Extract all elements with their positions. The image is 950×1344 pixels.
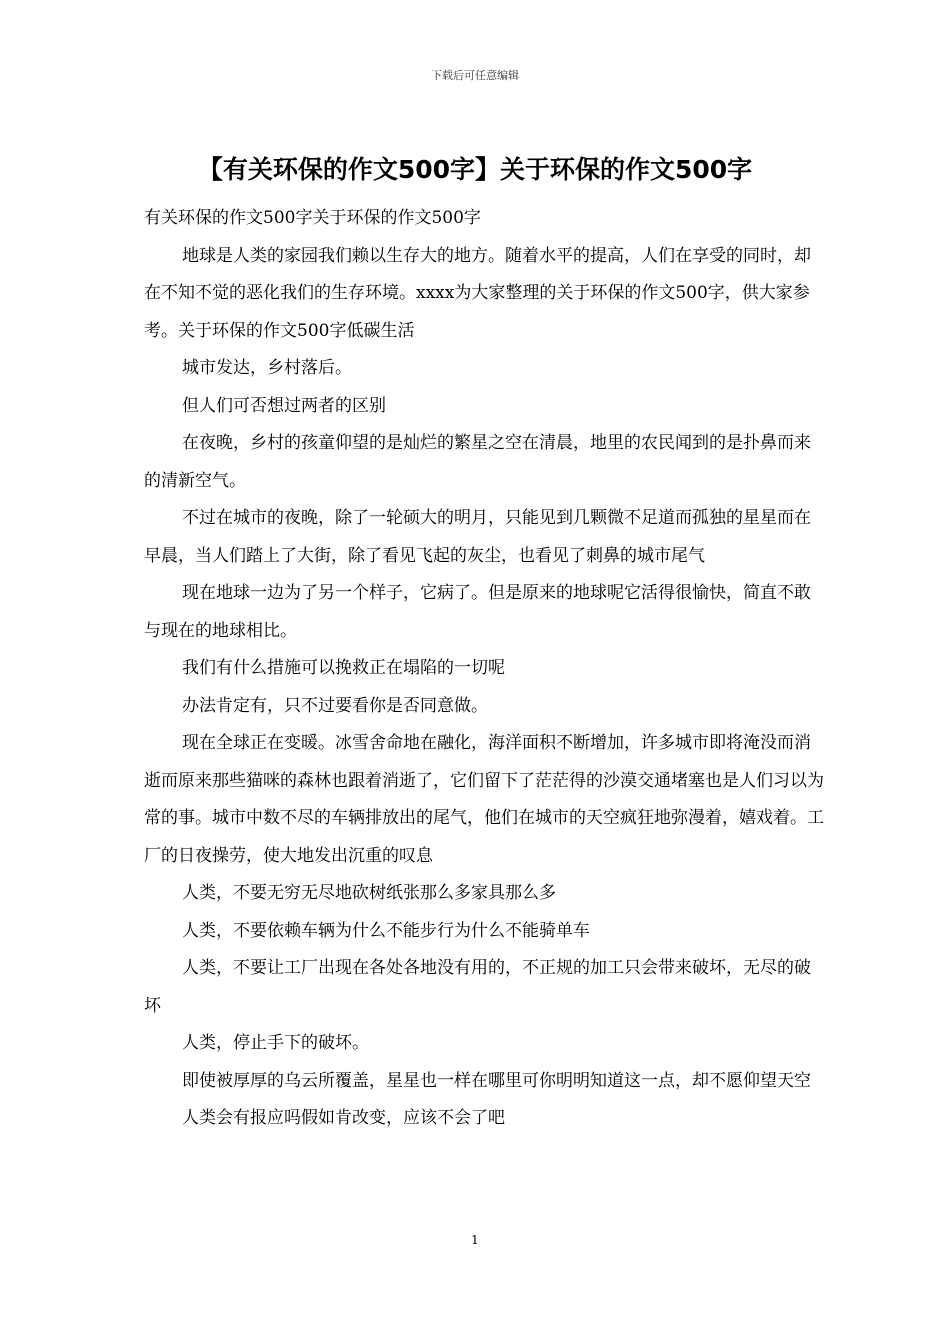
paragraph: 办法肯定有，只不过要看你是否同意做。 [182, 695, 488, 716]
paragraph: 人类，不要依赖车辆为什么不能步行为什么不能骑单车 [182, 920, 590, 941]
paragraph: 城市发达，乡村落后。 [182, 358, 352, 378]
paragraph: 人类，不要无穷无尽地砍树纸张那么多家具那么多 [182, 883, 556, 903]
paragraph: 我们有什么措施可以挽救正在塌陷的一切呢 [182, 658, 505, 678]
paragraph: 在夜晚，乡村的孩童仰望的是灿烂的繁星之空在清晨，地里的农民闻到的是扑鼻而来的清新空气。 [144, 433, 811, 491]
paragraph: 不过在城市的夜晚，除了一轮硕大的明月，只能见到几颗微不足道而孤独的星星而在早晨，当人们踏上了大街，除了看见飞起的灰尘，也看见了刺鼻的城市尾气 [144, 508, 811, 566]
paragraph: 人类，不要让工厂出现在各处各地没有用的，不正规的加工只会带来破坏，无尽的破坏 [144, 958, 811, 1016]
page-header: 下载后可任意编辑 [431, 69, 519, 82]
paragraph: 现在全球正在变暖。冰雪舍命地在融化，海洋面积不断增加，许多城市即将淹没而消逝而原来那些猫咪的森林也跟着消逝了，它们留下了茫茫得的沙漠交通堵塞也是人们习以为常的事。城市中数不尽的车辆排放出的尾气，他们在城市的天空疯狂地弥漫着，嬉戏着。工厂的日夜操劳，使大地发出沉重的叹息 [144, 733, 824, 866]
paragraph: 地球是人类的家园我们赖以生存大的地方。随着水平的提高，人们在享受的同时，却在不知不觉的恶化我们的生存环境。xxxx为大家整理的关于环保的作文500字，供大家参考。关于环保的作文500字低碳生活 [144, 245, 811, 341]
paragraph: 即使被厚厚的乌云所覆盖，星星也一样在哪里可你明明知道这一点，却不愿仰望天空 [182, 1070, 811, 1091]
document-body [144, 200, 824, 1138]
paragraph: 现在地球一边为了另一个样子，它病了。但是原来的地球呢它活得很愉快，简直不敢与现在的地球相比。 [144, 583, 811, 641]
paragraph: 但人们可否想过两者的区别 [182, 395, 386, 416]
paragraph: 人类会有报应吗假如肯改变，应该不会了吧 [182, 1108, 505, 1128]
document-title: 【有关环保的作文500字】关于环保的作文500字 [197, 155, 753, 184]
subtitle-line: 有关环保的作文500字关于环保的作文500字 [144, 208, 481, 228]
paragraph: 人类，停止手下的破坏。 [182, 1033, 369, 1053]
page-number: 1 [471, 1233, 479, 1247]
